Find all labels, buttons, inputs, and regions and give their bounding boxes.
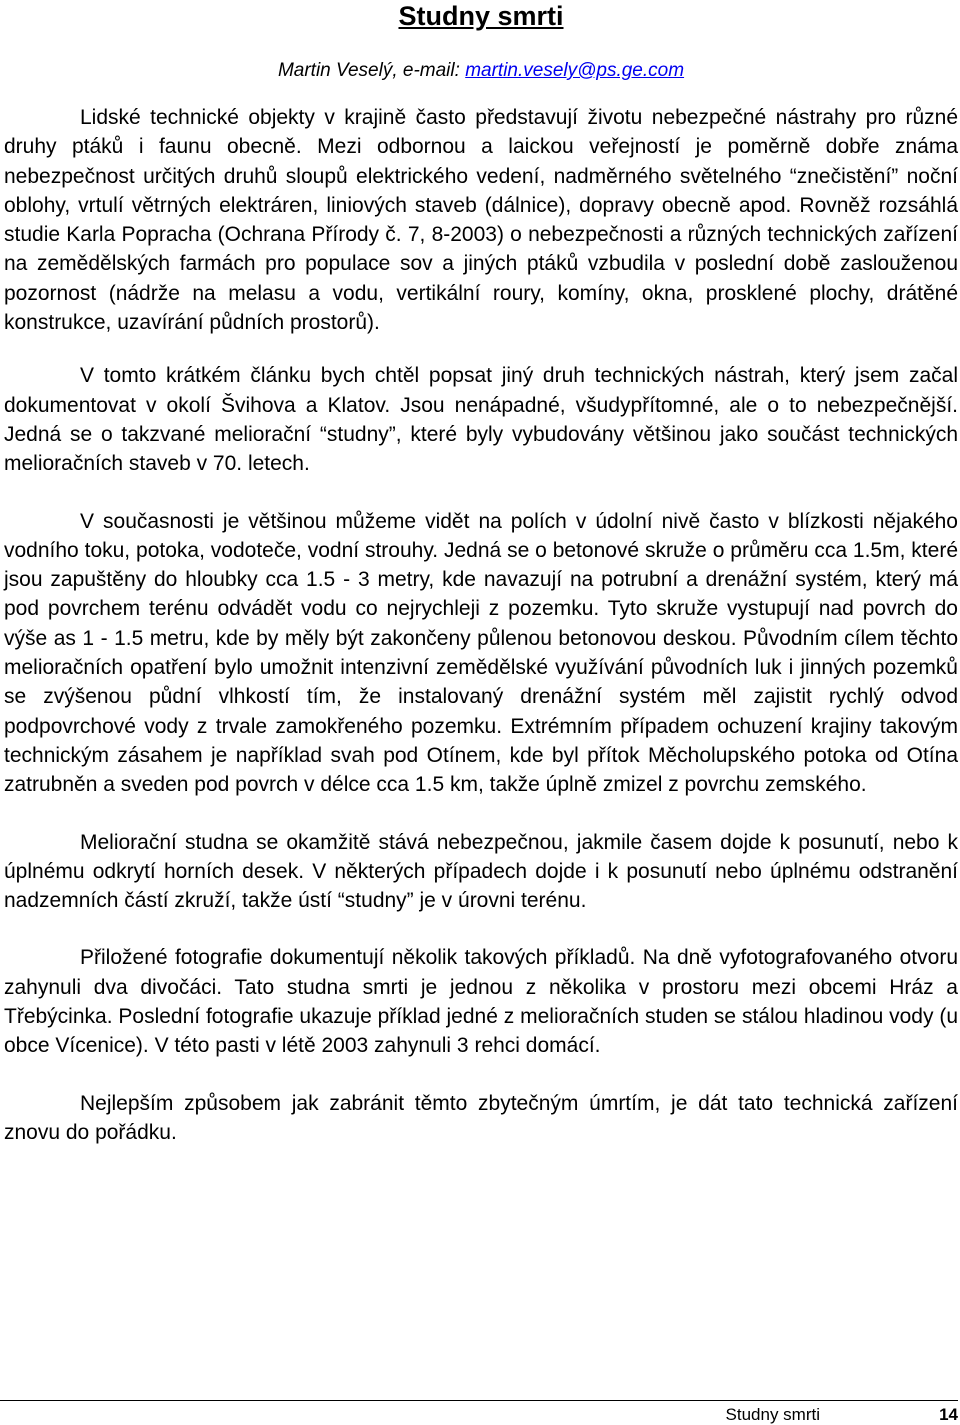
paragraph: Lidské technické objekty v krajině často představují životu nebezpečné nástrahy pro různé druhy ptáků i faunu obecně. Mezi odbornou a laickou veřejností je poměrně dobře známa nebezpečnost určitých druhů sloupů elektrického vedení, nadměrného světelného “znečistění” noční oblohy, vrtulí větrných elektráren, liniových staveb (dálnice), dopravy obecně apod. Rovněž rozsáhlá studie Karla Popracha (Ochrana Přírody č. 7, 8-2003) o nebezpečnosti a různých technických zařízení na zemědělských farmách pro populace sov a jiných ptáků vzbudila v poslední době zaslouženou pozornost (nádrže na melasu a vodu, vertikální roury, komíny, okna, prosklené plochy, drátěné konstrukce, uzavírání půdních prostorů).	[4, 106, 958, 335]
paragraph: Přiložené fotografie dokumentují několik takových příkladů. Na dně vyfotografovaného otvoru zahynuli dva divočáci. Tato studna smrti je jednou z několika v prostoru mezi obcemi Hráz a Třebýcinka. Poslední fotografie ukazuje příklad jedné z melioračních studen se stálou hladinou vody (u obce Vícenice). V této pasti v létě 2003 zahynuli 3 rehci domácí.	[4, 946, 958, 1058]
author-name: Martin Veselý, e-mail:	[277, 60, 466, 81]
footer-label: Studny smrti	[725, 1405, 820, 1424]
page-title: Studny smrti	[398, 1, 564, 31]
paragraph: V současnosti je většinou můžeme vidět na polích v údolní nivě často v blízkosti nějakého vodního toku, potoka, vodoteče, vodní strouhy. Jedná se o betonové skruže o průměru cca 1.5m, které jsou zapuštěny do hloubky cca 1.5 - 3 metry, kde navazují na potrubní a drenážní systém, který má pod povrchem terénu odvádět vodu co nejrychleji z pozemku. Tyto skruže vystupují nad povrch do výše as 1 - 1.5 metru, kde by měly být zakončeny půlenou betonovou deskou. Původním cílem těchto melioračních opatření bylo umožnit intenzivní zemědělské využívání původních luk i jinných pozemků se zvýšenou půdní vlhkostí tím, že instalovaný drenážní systém měl zajistit rychlý odvod podpovrchové vody z trvale zamokřeného pozemku. Extrémním případem ochuzení krajiny takovým technickým zásahem je například svah pod Otínem, kde byl přítok Měcholupského potoka od Otína zatrubněn a sveden pod povrch v délce cca 1.5 km, takže úplně zmizel z povrchu zemského.	[4, 509, 958, 797]
paragraph: Nejlepším způsobem jak zabránit těmto zbytečným úmrtím, je dát tato technická zařízení znovu do pořádku.	[4, 1091, 958, 1144]
paragraph: V tomto krátkém článku bych chtěl popsat jiný druh technických nástrah, který jsem začal dokumentovat v okolí Švihova a Klatov. Jsou nenápadné, všudypřítomné, ale o to nebezpečnější. Jedná se o takzvané meliorační “studny”, které byly vybudovány většinou jako součást technických melioračních staveb v 70. letech.	[4, 364, 958, 476]
author-line	[4, 59, 958, 83]
paragraph: Meliorační studna se okamžitě stává nebezpečnou, jakmile časem dojde k posunutí, nebo k úplnému odkrytí horních desek. V některých případech dojde i k posunutí nebo úplnému odstranění nadzemních částí zkruží, takže ústí “studny” je v úrovni terénu.	[4, 830, 958, 913]
author-email-link[interactable]: martin.vesely@ps.ge.com	[465, 60, 685, 81]
page-number: 14	[939, 1405, 958, 1424]
page-footer	[0, 1400, 958, 1423]
document-page	[4, 0, 958, 1147]
